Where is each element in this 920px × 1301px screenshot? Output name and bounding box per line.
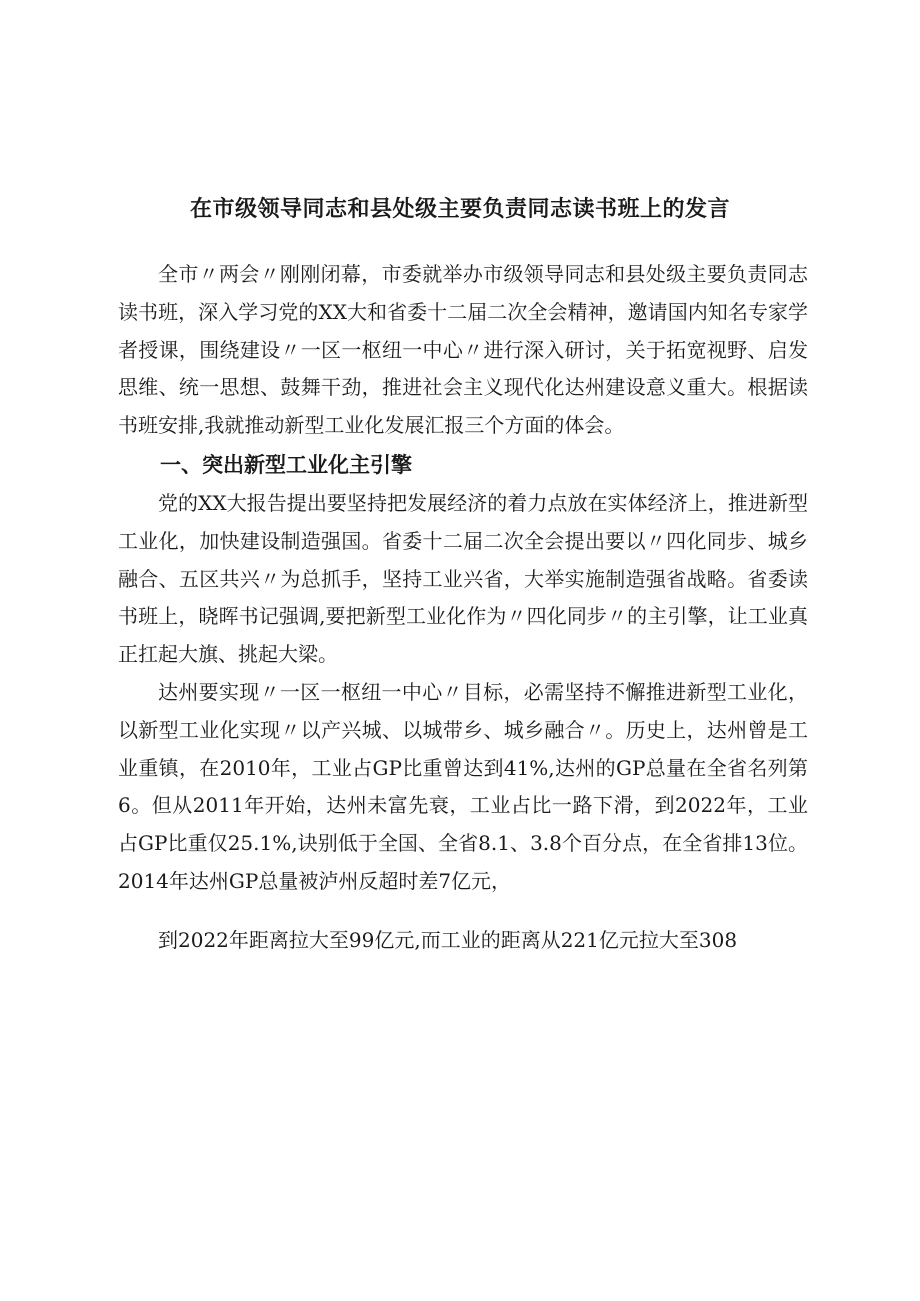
body-paragraph: 达州要实现〃一区一枢纽一中心〃目标，必需坚持不懈推进新型工业化，以新型工业化实现〃以产兴城、以城带乡、城乡融合〃。历史上，达州曾是工业重镇，在2010年，工业占GP比重曾达到41%,达州的GP总量在全省名列第6。但从2011年开始，达州未富先衰，工业占比一路下滑，到2022年，工业占GP比重仅25.1%,诀别低于全国、全省8.1、3.8个百分点，在全省排13位。2014年达州GP总量被泸州反超时差7亿元， [118,679,808,893]
body-paragraph: 到2022年距离拉大至99亿元,而工业的距离从221亿元拉大至308 [158,927,738,952]
intro-paragraph: 全市〃两会〃刚刚闭幕，市委就举办市级领导同志和县处级主要负责同志读书班，深入学习党的XX大和省委十二届二次全会精神，邀请国内知名专家学者授课，围绕建设〃一区一枢纽一中心〃进行深入研讨，关于拓宽视野、启发思维、统一思想、鼓舞干劲，推进社会主义现代化达州建设意义重大。根据读书班安排,我就推动新型工业化发展汇报三个方面的体会。 [118,262,808,438]
section-heading: 一、突出新型工业化主引擎 [160,452,412,477]
body-paragraph: 党的XX大报告提出要坚持把发展经济的着力点放在实体经济上，推进新型工业化，加快建设制造强国。省委十二届二次全会提出要以〃四化同步、城乡融合、五区共兴〃为总抓手，坚持工业兴省，大举实施制造强省战略。省委读书班上，晓晖书记强调,要把新型工业化作为〃四化同步〃的主引擎，让工业真正扛起大旗、挑起大梁。 [118,490,808,667]
document-body [118,256,808,960]
page-title: 在市级领导同志和县处级主要负责同志读书班上的发言 [189,197,730,222]
